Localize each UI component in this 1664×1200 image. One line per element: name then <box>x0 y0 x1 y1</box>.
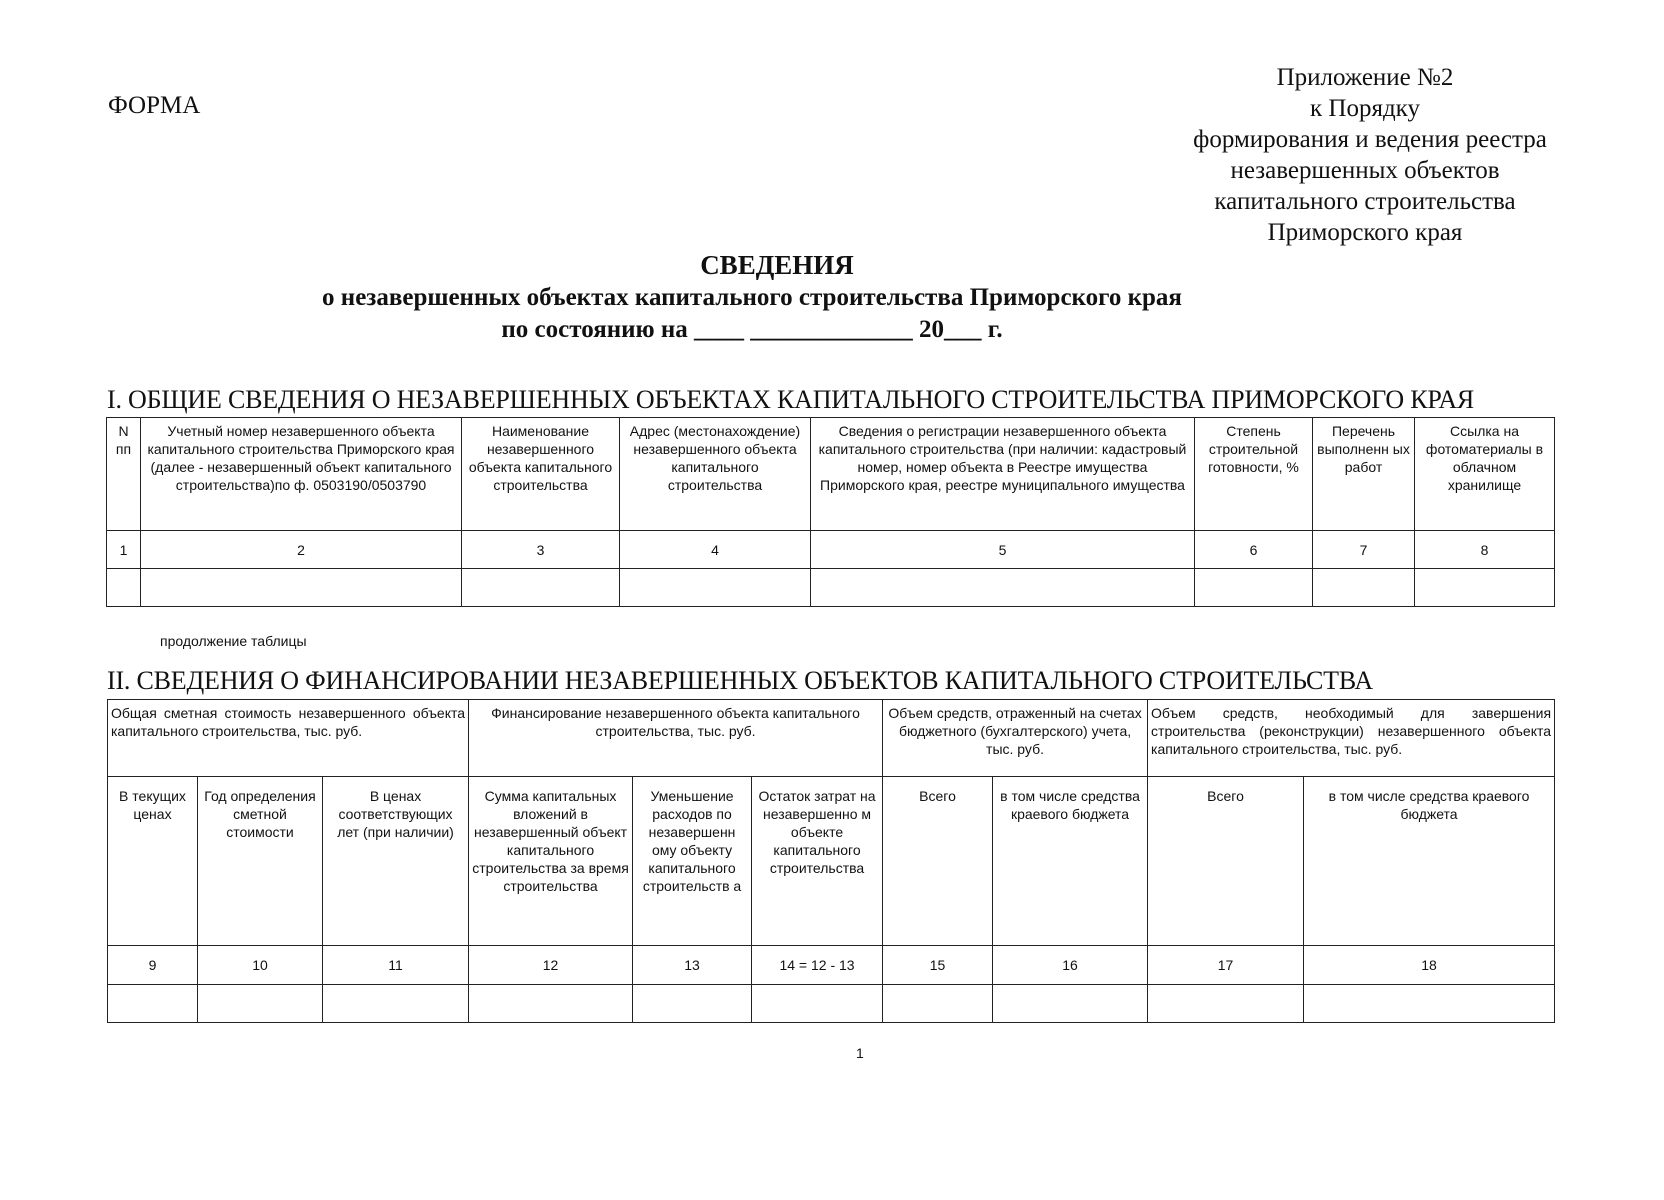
appendix-line: Приморского края <box>1267 219 1463 246</box>
column-header: Сведения о регистрации незавершенного объекта капитального строительства (при наличии: кадастровый номер, номер объекта в Реестре имущества Приморского края, реестре муниципального имущества <box>811 418 1195 531</box>
title-line-1: СВЕДЕНИЯ <box>700 250 854 280</box>
column-number: 3 <box>462 531 620 569</box>
column-header: в том числе средства краевого бюджета <box>993 777 1148 946</box>
column-header: Адрес (местонахождение) незавершенного объекта капитального строительства <box>620 418 811 531</box>
column-number: 6 <box>1195 531 1313 569</box>
section-2-heading: II. СВЕДЕНИЯ О ФИНАНСИРОВАНИИ НЕЗАВЕРШЕННЫХ ОБЪЕКТОВ КАПИТАЛЬНОГО СТРОИТЕЛЬСТВА <box>107 666 1373 695</box>
column-header: Степень строительной готовности, % <box>1195 418 1313 531</box>
empty-cell <box>1148 985 1304 1023</box>
group-header: Объем средств, отраженный на счетах бюджетного (бухгалтерского) учета, тыс. руб. <box>883 700 1148 777</box>
empty-cell <box>107 569 141 607</box>
column-header: Наименование незавершенного объекта капитального строительства <box>462 418 620 531</box>
title-line-2: о незавершенных объектах капитального строительства Приморского края <box>322 284 1182 311</box>
section-1-heading: I. ОБЩИЕ СВЕДЕНИЯ О НЕЗАВЕРШЕННЫХ ОБЪЕКТАХ КАПИТАЛЬНОГО СТРОИТЕЛЬСТВА ПРИМОРСКОГО КРАЯ <box>107 385 1475 414</box>
document-title <box>0 248 1664 346</box>
empty-cell <box>469 985 633 1023</box>
form-label: ФОРМА <box>108 92 201 119</box>
empty-cell <box>1415 569 1555 607</box>
column-header: В ценах соответствующих лет (при наличии) <box>323 777 469 946</box>
column-number: 11 <box>323 946 469 985</box>
column-number: 14 = 12 - 13 <box>752 946 883 985</box>
empty-cell <box>1313 569 1415 607</box>
column-number: 10 <box>198 946 323 985</box>
column-number: 13 <box>633 946 752 985</box>
continuation-note: продолжение таблицы <box>160 633 307 649</box>
column-header: в том числе средства краевого бюджета <box>1304 777 1555 946</box>
empty-cell <box>883 985 993 1023</box>
empty-cell <box>108 985 198 1023</box>
column-header: Год определения сметной стоимости <box>198 777 323 946</box>
column-number: 8 <box>1415 531 1555 569</box>
column-number: 16 <box>993 946 1148 985</box>
column-header: Уменьшение расходов по незавершенн ому объекту капитального строительств а <box>633 777 752 946</box>
empty-cell <box>323 985 469 1023</box>
empty-cell <box>633 985 752 1023</box>
column-header: Сумма капитальных вложений в незавершенный объект капитального строительства за время строительства <box>469 777 633 946</box>
empty-cell <box>620 569 811 607</box>
column-number: 2 <box>141 531 462 569</box>
title-line-3: по состоянию на ____ _____________ 20___ г. <box>501 316 1003 343</box>
column-number: 7 <box>1313 531 1415 569</box>
column-number: 5 <box>811 531 1195 569</box>
appendix-line: Приложение №2 <box>1276 64 1454 91</box>
column-number: 1 <box>107 531 141 569</box>
column-number: 15 <box>883 946 993 985</box>
appendix-line: капитального строительства <box>1214 188 1516 215</box>
appendix-block <box>1150 62 1580 248</box>
empty-cell <box>198 985 323 1023</box>
empty-cell <box>141 569 462 607</box>
empty-cell <box>993 985 1148 1023</box>
financing-table <box>107 699 1555 1023</box>
general-info-table <box>106 417 1555 607</box>
group-header: Объем средств, необходимый для завершения строительства (реконструкции) незавершенного объекта капитального строительства, тыс. руб. <box>1148 700 1555 777</box>
column-number: 12 <box>469 946 633 985</box>
column-number: 9 <box>108 946 198 985</box>
appendix-line: незавершенных объектов <box>1230 157 1500 184</box>
column-header: Всего <box>883 777 993 946</box>
empty-cell <box>811 569 1195 607</box>
column-header: Остаток затрат на незавершенно м объекте капитального строительства <box>752 777 883 946</box>
column-number: 4 <box>620 531 811 569</box>
empty-cell <box>1195 569 1313 607</box>
appendix-line: к Порядку <box>1310 95 1420 122</box>
column-header: В текущих ценах <box>108 777 198 946</box>
appendix-line: формирования и ведения реестра <box>1193 126 1547 153</box>
column-header: Учетный номер незавершенного объекта капитального строительства Приморского края (далее - незавершенный объект капитального строительства)по ф. 0503190/0503790 <box>141 418 462 531</box>
page-number: 1 <box>856 1045 864 1061</box>
column-header: N пп <box>107 418 141 531</box>
column-number: 18 <box>1304 946 1555 985</box>
empty-cell <box>1304 985 1555 1023</box>
empty-cell <box>752 985 883 1023</box>
column-header: Перечень выполненн ых работ <box>1313 418 1415 531</box>
empty-cell <box>462 569 620 607</box>
column-header: Всего <box>1148 777 1304 946</box>
group-header: Общая сметная стоимость незавершенного объекта капитального строительства, тыс. руб. <box>108 700 469 777</box>
column-header: Ссылка на фотоматериалы в облачном хранилище <box>1415 418 1555 531</box>
group-header: Финансирование незавершенного объекта капитального строительства, тыс. руб. <box>469 700 883 777</box>
column-number: 17 <box>1148 946 1304 985</box>
